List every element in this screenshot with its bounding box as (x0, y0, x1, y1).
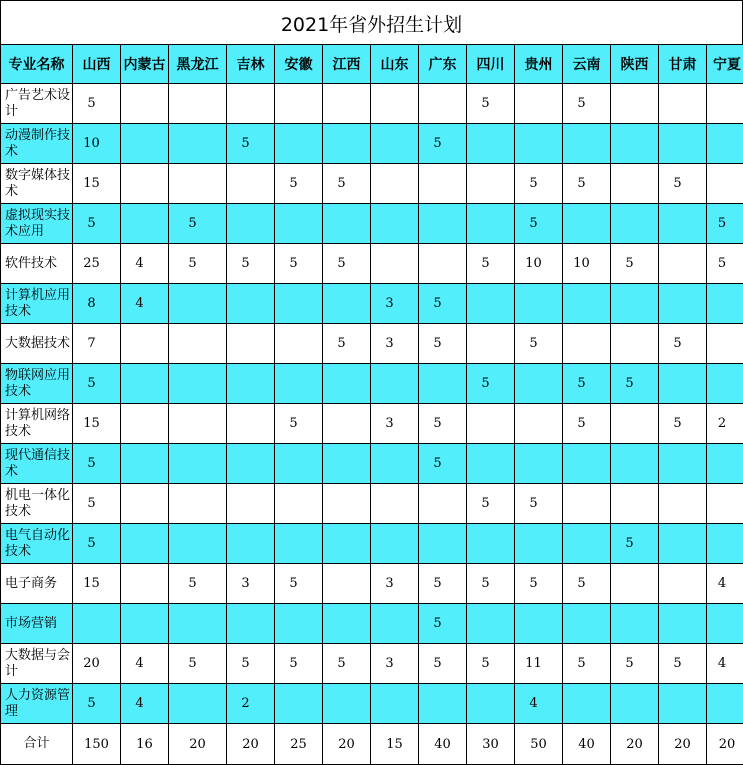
quota-cell: 5 (659, 644, 707, 684)
quota-cell (323, 524, 371, 564)
quota-cell: 5 (563, 644, 611, 684)
quota-cell (121, 564, 169, 604)
table-row (1, 124, 743, 164)
quota-cell (227, 604, 275, 644)
quota-cell (707, 484, 743, 524)
quota-cell (611, 444, 659, 484)
table-body (1, 84, 743, 765)
quota-cell (227, 404, 275, 444)
quota-cell (169, 164, 227, 204)
quota-cell (563, 204, 611, 244)
quota-cell (371, 444, 419, 484)
quota-cell (121, 444, 169, 484)
quota-cell: 10 (73, 124, 121, 164)
quota-cell (169, 364, 227, 404)
quota-cell (227, 284, 275, 324)
quota-cell: 3 (371, 404, 419, 444)
quota-cell (323, 444, 371, 484)
quota-cell (419, 364, 467, 404)
quota-cell: 5 (275, 164, 323, 204)
quota-cell: 4 (121, 684, 169, 724)
quota-cell: 4 (121, 644, 169, 684)
quota-cell: 5 (467, 84, 515, 124)
total-cell: 20 (707, 724, 743, 765)
total-label-cell: 合计 (1, 724, 73, 765)
quota-cell (227, 444, 275, 484)
sheet-title: 2021年省外招生计划 (0, 0, 743, 45)
total-cell: 20 (169, 724, 227, 765)
quota-cell: 5 (419, 604, 467, 644)
enrollment-table (0, 44, 743, 765)
quota-cell: 5 (659, 404, 707, 444)
quota-cell (121, 364, 169, 404)
quota-cell (467, 684, 515, 724)
major-name-cell: 大数据技术 (1, 324, 73, 364)
quota-cell (515, 524, 563, 564)
quota-cell (563, 604, 611, 644)
quota-cell (371, 484, 419, 524)
table-row (1, 244, 743, 284)
column-header-province: 江西 (323, 45, 371, 84)
major-name-cell: 动漫制作技术 (1, 124, 73, 164)
major-name-cell: 广告艺术设计 (1, 84, 73, 124)
quota-cell: 5 (419, 644, 467, 684)
quota-cell: 5 (73, 524, 121, 564)
quota-cell (169, 604, 227, 644)
quota-cell (659, 364, 707, 404)
quota-cell: 5 (563, 164, 611, 204)
quota-cell (515, 404, 563, 444)
quota-cell (275, 124, 323, 164)
quota-cell: 11 (515, 644, 563, 684)
quota-cell: 25 (73, 244, 121, 284)
quota-cell (371, 604, 419, 644)
quota-cell (707, 444, 743, 484)
total-cell: 30 (467, 724, 515, 765)
quota-cell (707, 524, 743, 564)
quota-cell (659, 204, 707, 244)
quota-cell: 10 (515, 244, 563, 284)
quota-cell: 5 (707, 204, 743, 244)
major-name-cell: 市场营销 (1, 604, 73, 644)
quota-cell (467, 284, 515, 324)
quota-cell: 4 (121, 284, 169, 324)
quota-cell: 5 (467, 364, 515, 404)
quota-cell (275, 204, 323, 244)
total-row (1, 724, 743, 765)
quota-cell: 5 (419, 444, 467, 484)
quota-cell (275, 364, 323, 404)
quota-cell (227, 164, 275, 204)
total-cell: 20 (611, 724, 659, 765)
quota-cell (275, 444, 323, 484)
quota-cell: 20 (73, 644, 121, 684)
table-row (1, 604, 743, 644)
quota-cell: 5 (275, 564, 323, 604)
quota-cell (371, 124, 419, 164)
total-cell: 150 (73, 724, 121, 765)
quota-cell: 5 (707, 244, 743, 284)
quota-cell: 10 (563, 244, 611, 284)
quota-cell: 5 (563, 364, 611, 404)
quota-cell (169, 684, 227, 724)
quota-cell (563, 124, 611, 164)
total-cell: 40 (563, 724, 611, 765)
quota-cell: 3 (371, 284, 419, 324)
quota-cell: 5 (611, 644, 659, 684)
quota-cell: 5 (515, 204, 563, 244)
quota-cell: 5 (467, 244, 515, 284)
quota-cell (515, 284, 563, 324)
quota-cell: 5 (323, 164, 371, 204)
column-header-province: 安徽 (275, 45, 323, 84)
quota-cell (707, 604, 743, 644)
header-row (1, 45, 743, 84)
quota-cell (467, 444, 515, 484)
quota-cell (371, 84, 419, 124)
quota-cell: 5 (73, 484, 121, 524)
quota-cell (563, 444, 611, 484)
quota-cell: 5 (611, 524, 659, 564)
quota-cell (563, 324, 611, 364)
quota-cell: 4 (707, 564, 743, 604)
quota-cell: 5 (73, 204, 121, 244)
quota-cell: 5 (419, 564, 467, 604)
quota-cell: 5 (169, 644, 227, 684)
quota-cell (169, 484, 227, 524)
quota-cell (323, 404, 371, 444)
quota-cell (121, 324, 169, 364)
column-header-province: 云南 (563, 45, 611, 84)
quota-cell (563, 484, 611, 524)
quota-cell: 2 (227, 684, 275, 724)
column-header-province: 广东 (419, 45, 467, 84)
major-name-cell: 计算机网络技术 (1, 404, 73, 444)
quota-cell (563, 684, 611, 724)
quota-cell (611, 124, 659, 164)
quota-cell (275, 324, 323, 364)
quota-cell (515, 84, 563, 124)
quota-cell (275, 524, 323, 564)
table-row (1, 84, 743, 124)
quota-cell (227, 324, 275, 364)
quota-cell (659, 484, 707, 524)
quota-cell: 5 (323, 244, 371, 284)
quota-cell (121, 604, 169, 644)
quota-cell (611, 404, 659, 444)
quota-cell (371, 164, 419, 204)
major-name-cell: 电子商务 (1, 564, 73, 604)
quota-cell (611, 564, 659, 604)
quota-cell: 5 (659, 324, 707, 364)
quota-cell: 5 (563, 84, 611, 124)
quota-cell (121, 484, 169, 524)
quota-cell (371, 244, 419, 284)
quota-cell (419, 204, 467, 244)
quota-cell (169, 324, 227, 364)
quota-cell (467, 204, 515, 244)
quota-cell: 5 (563, 404, 611, 444)
quota-cell: 5 (467, 644, 515, 684)
quota-cell (611, 284, 659, 324)
quota-cell (275, 684, 323, 724)
total-cell: 20 (659, 724, 707, 765)
quota-cell: 5 (169, 564, 227, 604)
quota-cell (323, 684, 371, 724)
quota-cell (371, 524, 419, 564)
quota-cell: 5 (419, 404, 467, 444)
quota-cell (707, 84, 743, 124)
quota-cell (707, 364, 743, 404)
quota-cell: 5 (227, 644, 275, 684)
quota-cell (563, 284, 611, 324)
quota-cell (659, 84, 707, 124)
quota-cell: 5 (611, 364, 659, 404)
quota-cell: 5 (73, 444, 121, 484)
quota-cell: 5 (275, 644, 323, 684)
major-name-cell: 大数据与会计 (1, 644, 73, 684)
quota-cell: 3 (227, 564, 275, 604)
quota-cell: 4 (707, 644, 743, 684)
quota-cell (323, 484, 371, 524)
table-row (1, 284, 743, 324)
column-header-province: 甘肃 (659, 45, 707, 84)
quota-cell: 5 (73, 364, 121, 404)
quota-cell: 5 (275, 404, 323, 444)
table-row (1, 164, 743, 204)
quota-cell (323, 564, 371, 604)
quota-cell: 5 (323, 644, 371, 684)
quota-cell (707, 684, 743, 724)
quota-cell: 5 (515, 484, 563, 524)
quota-cell (121, 524, 169, 564)
quota-cell: 5 (467, 484, 515, 524)
quota-cell: 5 (227, 244, 275, 284)
quota-cell (563, 524, 611, 564)
table-row (1, 204, 743, 244)
quota-cell (611, 164, 659, 204)
quota-cell (275, 84, 323, 124)
quota-cell (371, 204, 419, 244)
table-row (1, 524, 743, 564)
quota-cell (371, 364, 419, 404)
quota-cell (659, 684, 707, 724)
quota-cell (169, 84, 227, 124)
quota-cell: 2 (707, 404, 743, 444)
column-header-province: 内蒙古 (121, 45, 169, 84)
quota-cell (169, 444, 227, 484)
quota-cell (467, 404, 515, 444)
quota-cell (419, 164, 467, 204)
table-row (1, 404, 743, 444)
quota-cell: 5 (323, 324, 371, 364)
quota-cell (121, 204, 169, 244)
quota-cell (659, 124, 707, 164)
quota-cell (515, 444, 563, 484)
quota-cell (419, 684, 467, 724)
quota-cell (515, 124, 563, 164)
quota-cell (659, 284, 707, 324)
total-cell: 50 (515, 724, 563, 765)
quota-cell (611, 604, 659, 644)
quota-cell: 15 (73, 564, 121, 604)
quota-cell (121, 164, 169, 204)
quota-cell (515, 604, 563, 644)
quota-cell: 3 (371, 644, 419, 684)
table-row (1, 684, 743, 724)
quota-cell (227, 364, 275, 404)
column-header-province: 山西 (73, 45, 121, 84)
quota-cell: 15 (73, 164, 121, 204)
quota-cell (467, 524, 515, 564)
major-name-cell: 数字媒体技术 (1, 164, 73, 204)
quota-cell: 5 (563, 564, 611, 604)
quota-cell (611, 84, 659, 124)
quota-cell (73, 604, 121, 644)
quota-cell (467, 164, 515, 204)
quota-cell: 4 (515, 684, 563, 724)
quota-cell (275, 604, 323, 644)
major-name-cell: 电气自动化技术 (1, 524, 73, 564)
quota-cell: 5 (515, 564, 563, 604)
total-cell: 25 (275, 724, 323, 765)
major-name-cell: 机电一体化技术 (1, 484, 73, 524)
quota-cell (467, 124, 515, 164)
quota-cell: 5 (275, 244, 323, 284)
quota-cell (275, 284, 323, 324)
quota-cell: 5 (227, 124, 275, 164)
quota-cell (419, 484, 467, 524)
quota-cell: 5 (659, 164, 707, 204)
quota-cell: 5 (73, 684, 121, 724)
quota-cell (659, 564, 707, 604)
quota-cell (611, 324, 659, 364)
quota-cell: 3 (371, 324, 419, 364)
quota-cell (707, 324, 743, 364)
quota-cell (121, 404, 169, 444)
quota-cell: 5 (169, 204, 227, 244)
major-name-cell: 虚拟现实技术应用 (1, 204, 73, 244)
quota-cell (659, 604, 707, 644)
quota-cell (121, 84, 169, 124)
quota-cell: 5 (419, 124, 467, 164)
quota-cell (707, 124, 743, 164)
quota-cell (419, 84, 467, 124)
quota-cell (169, 404, 227, 444)
total-cell: 20 (323, 724, 371, 765)
quota-cell: 5 (169, 244, 227, 284)
quota-cell (419, 524, 467, 564)
quota-cell: 15 (73, 404, 121, 444)
column-header-province: 吉林 (227, 45, 275, 84)
quota-cell (169, 284, 227, 324)
quota-cell (467, 604, 515, 644)
quota-cell: 3 (371, 564, 419, 604)
column-header-province: 四川 (467, 45, 515, 84)
quota-cell (323, 84, 371, 124)
quota-cell (169, 524, 227, 564)
quota-cell (659, 524, 707, 564)
quota-cell (323, 124, 371, 164)
table-row (1, 364, 743, 404)
quota-cell (227, 204, 275, 244)
quota-cell (323, 364, 371, 404)
quota-cell: 5 (419, 324, 467, 364)
table-row (1, 644, 743, 684)
major-name-cell: 软件技术 (1, 244, 73, 284)
major-name-cell: 现代通信技术 (1, 444, 73, 484)
quota-cell (659, 244, 707, 284)
quota-cell (371, 684, 419, 724)
total-cell: 16 (121, 724, 169, 765)
quota-cell (323, 284, 371, 324)
column-header-province: 黑龙江 (169, 45, 227, 84)
total-cell: 15 (371, 724, 419, 765)
quota-cell (227, 84, 275, 124)
quota-cell (169, 124, 227, 164)
total-cell: 40 (419, 724, 467, 765)
column-header-province: 山东 (371, 45, 419, 84)
quota-cell (419, 244, 467, 284)
quota-cell: 4 (121, 244, 169, 284)
quota-cell (707, 164, 743, 204)
quota-cell (467, 324, 515, 364)
quota-cell (275, 484, 323, 524)
quota-cell: 7 (73, 324, 121, 364)
major-name-cell: 人力资源管理 (1, 684, 73, 724)
column-header-province: 贵州 (515, 45, 563, 84)
column-header-major: 专业名称 (1, 45, 73, 84)
table-row (1, 444, 743, 484)
quota-cell (611, 684, 659, 724)
quota-cell (611, 484, 659, 524)
quota-cell: 5 (515, 164, 563, 204)
total-cell: 20 (227, 724, 275, 765)
column-header-province: 陕西 (611, 45, 659, 84)
quota-cell: 5 (73, 84, 121, 124)
quota-cell: 5 (515, 324, 563, 364)
quota-cell (611, 204, 659, 244)
table-row (1, 564, 743, 604)
quota-cell (659, 444, 707, 484)
major-name-cell: 计算机应用技术 (1, 284, 73, 324)
table-row (1, 484, 743, 524)
quota-cell: 5 (419, 284, 467, 324)
quota-cell: 5 (467, 564, 515, 604)
quota-cell (121, 124, 169, 164)
column-header-province: 宁夏 (707, 45, 743, 84)
quota-cell (323, 204, 371, 244)
quota-cell (707, 284, 743, 324)
major-name-cell: 物联网应用技术 (1, 364, 73, 404)
table-row (1, 324, 743, 364)
quota-cell: 8 (73, 284, 121, 324)
quota-cell (515, 364, 563, 404)
quota-cell (323, 604, 371, 644)
quota-cell: 5 (611, 244, 659, 284)
quota-cell (227, 524, 275, 564)
quota-cell (227, 484, 275, 524)
